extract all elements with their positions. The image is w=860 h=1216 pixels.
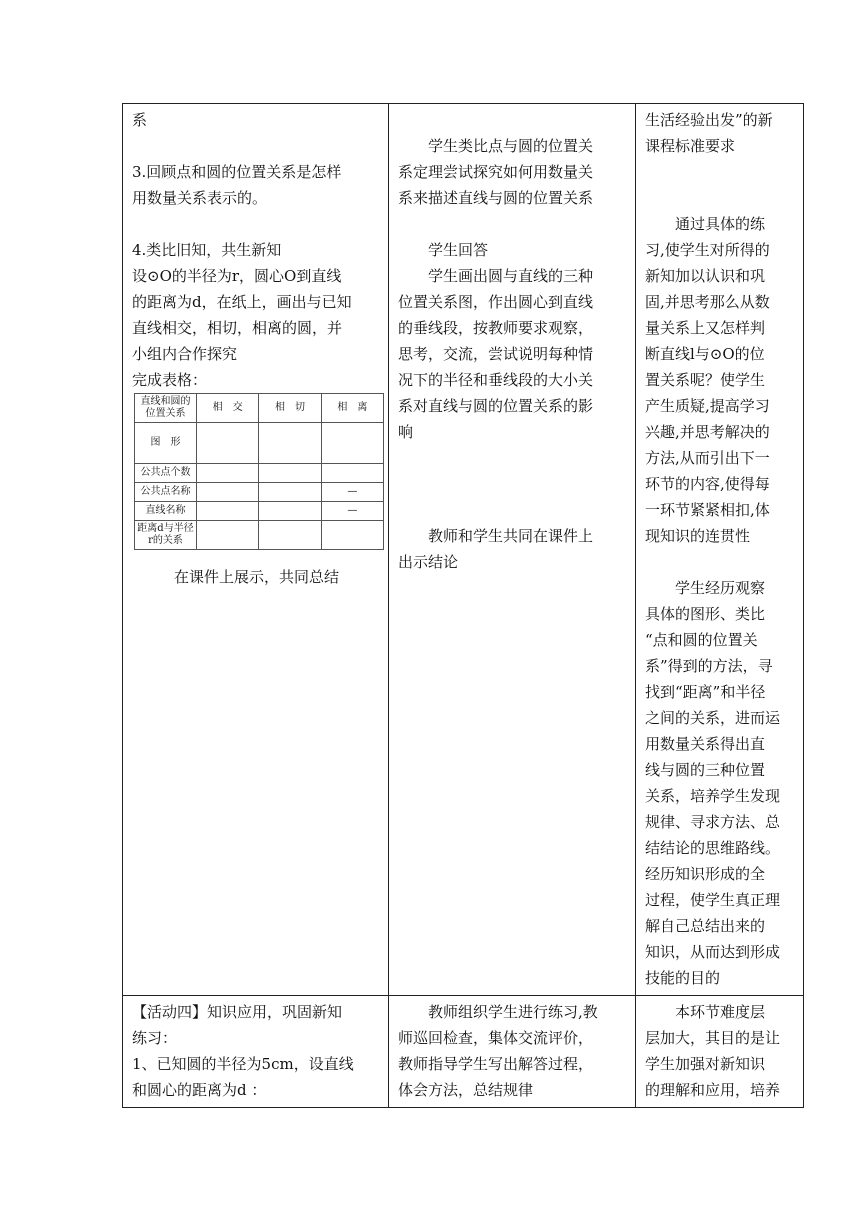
text-line: 学生加强对新知识 bbox=[645, 1055, 766, 1073]
design-intent-cell bbox=[636, 996, 804, 1108]
text-line: 况下的半径和垂线段的大小关 bbox=[398, 371, 594, 389]
table-cell bbox=[197, 502, 259, 521]
text-line: 完成表格： bbox=[132, 371, 208, 389]
table-row bbox=[135, 423, 384, 464]
row-label: 公共点名称 bbox=[135, 483, 197, 502]
text-line: 的垂线段，按教师要求观察， bbox=[398, 319, 594, 337]
text-line: 和圆心的距离为d ： bbox=[132, 1081, 267, 1099]
table-cell bbox=[321, 464, 383, 483]
row-label: 直线名称 bbox=[135, 502, 197, 521]
text-line: 层加大，其目的是让 bbox=[645, 1029, 781, 1047]
table-header: 相 交 bbox=[197, 394, 259, 423]
text-line: 4.类比旧知，共生新知 bbox=[132, 241, 282, 259]
table-cell bbox=[259, 464, 321, 483]
text-line: 教师指导学生写出解答过程， bbox=[398, 1055, 594, 1073]
text-line: 一环节紧紧相扣,体 bbox=[645, 501, 770, 519]
table-cell bbox=[259, 483, 321, 502]
text-line: 通过具体的练 bbox=[675, 215, 766, 233]
text-line: 找到“距离”和半径 bbox=[645, 683, 766, 701]
table-header: 直线和圆的位置关系 bbox=[135, 394, 197, 423]
text-line: 直线相交，相切，相离的圆，并 bbox=[132, 319, 343, 337]
text-line: 学生画出圆与直线的三种 bbox=[428, 267, 594, 285]
table-cell bbox=[321, 521, 383, 550]
table-row bbox=[123, 996, 804, 1108]
text-line: 用数量关系得出直 bbox=[645, 735, 766, 753]
table-header: 相 切 bbox=[259, 394, 321, 423]
text-line: 规律、寻求方法、总 bbox=[645, 813, 781, 831]
table-row bbox=[135, 394, 384, 423]
text-line: 固,并思考那么从数 bbox=[645, 293, 770, 311]
student-activity-cell bbox=[389, 104, 636, 996]
text-line: 练习： bbox=[132, 1029, 178, 1047]
text-line: 系”得到的方法，寻 bbox=[645, 657, 773, 675]
row-label: 公共点个数 bbox=[135, 464, 197, 483]
row-label: 距离d与半径r的关系 bbox=[135, 521, 197, 550]
text-line: 环节的内容,使得每 bbox=[645, 475, 770, 493]
table-row bbox=[135, 483, 384, 502]
text-line: 方法,从而引出下一 bbox=[645, 449, 770, 467]
text-line: 本环节难度层 bbox=[675, 1003, 766, 1021]
lesson-plan-table bbox=[122, 103, 804, 1108]
table-cell bbox=[259, 502, 321, 521]
table-cell: — bbox=[321, 502, 383, 521]
teaching-content-cell bbox=[123, 104, 389, 996]
text-line: “点和圆的位置关 bbox=[645, 631, 758, 649]
text-line: 思考，交流，尝试说明每种情 bbox=[398, 345, 594, 363]
table-cell: — bbox=[321, 483, 383, 502]
text-line: 系对直线与圆的位置关系的影 bbox=[398, 397, 594, 415]
table-cell bbox=[259, 423, 321, 464]
text-line: 1、已知圆的半径为5cm，设直线 bbox=[132, 1055, 354, 1073]
text-line: 在课件上展示，共同总结 bbox=[173, 568, 339, 586]
text-line: 教师和学生共同在课件上 bbox=[428, 527, 594, 545]
text-line: 产生质疑,提高学习 bbox=[645, 397, 770, 415]
text-line: 用数量关系表示的。 bbox=[132, 189, 268, 207]
text-line: 学生类比点与圆的位置关 bbox=[428, 137, 594, 155]
text-line: 现知识的连贯性 bbox=[645, 527, 751, 545]
design-intent-cell bbox=[636, 104, 804, 996]
text-line: 经历知识形成的全 bbox=[645, 865, 766, 883]
table-row bbox=[135, 464, 384, 483]
table-cell bbox=[197, 483, 259, 502]
text-line: 具体的图形、类比 bbox=[645, 605, 766, 623]
text-line: 系 bbox=[132, 111, 148, 129]
text-line: 学生回答 bbox=[428, 241, 489, 259]
text-line: 之间的关系，进而运 bbox=[645, 709, 781, 727]
text-line: 系定理尝试探究如何用数量关 bbox=[398, 163, 594, 181]
text-line: 兴趣,并思考解决的 bbox=[645, 423, 770, 441]
text-line: 习,使学生对所得的 bbox=[645, 241, 770, 259]
text-line: 【活动四】知识应用，巩固新知 bbox=[132, 1003, 343, 1021]
text-line: 小组内合作探究 bbox=[132, 345, 238, 363]
text-line: 3.回顾点和圆的位置关系是怎样 bbox=[132, 163, 342, 181]
table-cell bbox=[197, 521, 259, 550]
text-line: 出示结论 bbox=[398, 553, 459, 571]
text-line: 教师组织学生进行练习,教 bbox=[428, 1003, 598, 1021]
table-header: 相 离 bbox=[321, 394, 383, 423]
text-line: 设⊙O的半径为r，圆心O到直线 bbox=[132, 267, 342, 285]
table-cell bbox=[259, 521, 321, 550]
row-label: 图 形 bbox=[135, 423, 197, 464]
text-line: 技能的目的 bbox=[645, 969, 721, 987]
text-line: 置关系呢？使学生 bbox=[645, 371, 766, 389]
text-line: 体会方法，总结规律 bbox=[398, 1081, 534, 1099]
table-row bbox=[135, 521, 384, 550]
table-cell bbox=[197, 464, 259, 483]
text-line: 生活经验出发”的新 bbox=[645, 111, 773, 129]
text-line: 响 bbox=[398, 423, 414, 441]
text-line: 师巡回检查，集体交流评价， bbox=[398, 1029, 594, 1047]
text-line: 断直线l与⊙O的位 bbox=[645, 345, 765, 363]
text-line: 解自己总结出来的 bbox=[645, 917, 766, 935]
text-line: 过程，使学生真正理 bbox=[645, 891, 781, 909]
table-row bbox=[123, 104, 804, 996]
text-line: 新知加以认识和巩 bbox=[645, 267, 766, 285]
student-activity-cell bbox=[389, 996, 636, 1108]
text-line: 系来描述直线与圆的位置关系 bbox=[398, 189, 594, 207]
table-row bbox=[135, 502, 384, 521]
text-line: 关系，培养学生发现 bbox=[645, 787, 781, 805]
text-line: 位置关系图，作出圆心到直线 bbox=[398, 293, 594, 311]
text-line: 量关系上又怎样判 bbox=[645, 319, 766, 337]
text-line: 结结论的思维路线。 bbox=[645, 839, 781, 857]
text-line: 的理解和应用，培养 bbox=[645, 1081, 781, 1099]
table-cell bbox=[197, 423, 259, 464]
position-relation-table bbox=[134, 393, 384, 550]
text-line: 学生经历观察 bbox=[675, 579, 766, 597]
teaching-content-cell bbox=[123, 996, 389, 1108]
text-line: 线与圆的三种位置 bbox=[645, 761, 766, 779]
text-line: 的距离为d，在纸上，画出与已知 bbox=[132, 293, 352, 311]
text-line: 课程标准要求 bbox=[645, 137, 736, 155]
table-cell bbox=[321, 423, 383, 464]
text-line: 知识，从而达到形成 bbox=[645, 943, 781, 961]
